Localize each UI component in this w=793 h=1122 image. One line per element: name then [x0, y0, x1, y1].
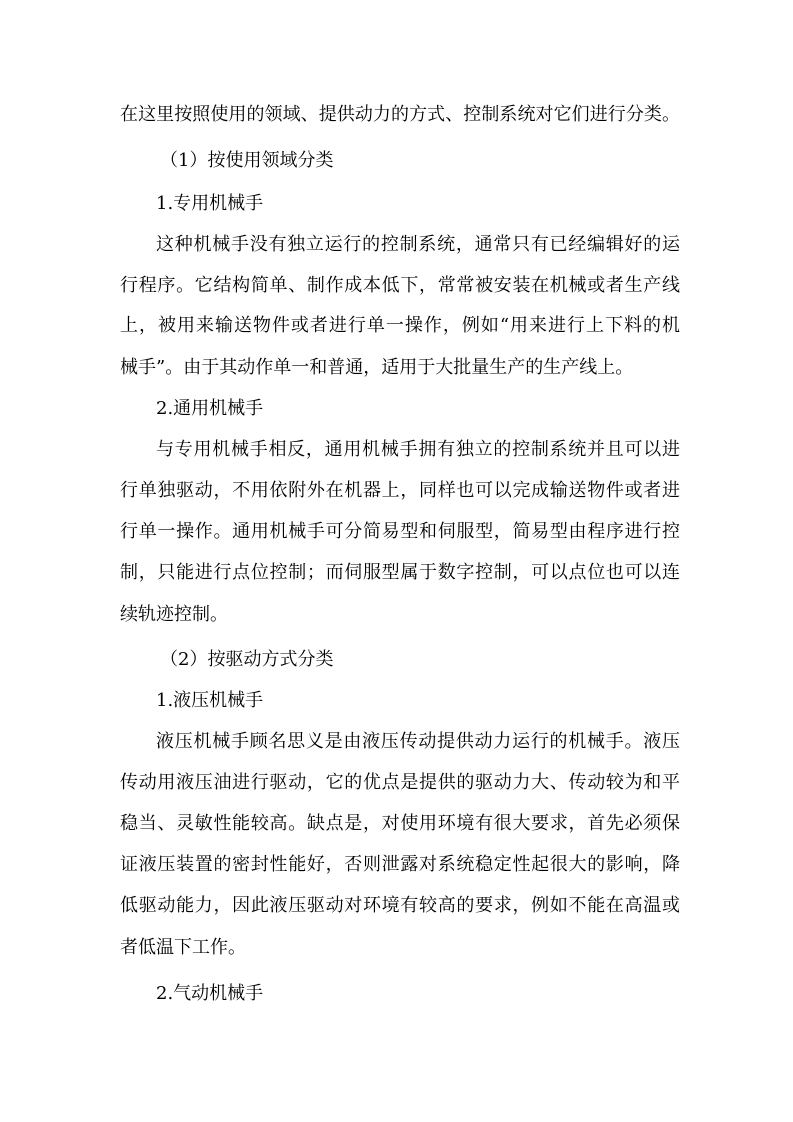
paragraph-line: 证液压装置的密封性能好，否则泄露对系统稳定性起很大的影响，降	[120, 854, 680, 875]
subsection-heading: 2.通用机械手	[156, 398, 264, 419]
paragraph-line: 行程序。它结构简单、制作成本低下，常常被安装在机械或者生产线	[120, 275, 680, 296]
paragraph-line: 与专用机械手相反，通用机械手拥有独立的控制系统并且可以进	[156, 439, 680, 460]
paragraph-line: 低驱动能力，因此液压驱动对环境有较高的要求，例如不能在高温或	[120, 895, 680, 916]
subsection-heading: 1.专用机械手	[156, 193, 264, 214]
paragraph-line: 行单一操作。通用机械手可分简易型和伺服型，简易型由程序进行控	[120, 521, 680, 542]
paragraph-line: 行单独驱动，不用依附外在机器上，同样也可以完成输送物件或者进	[120, 480, 680, 501]
paragraph-line: 这种机械手没有独立运行的控制系统，通常只有已经编辑好的运	[156, 234, 680, 255]
subsection-heading: 2.气动机械手	[156, 983, 264, 1004]
paragraph-line: 者低温下工作。	[120, 937, 246, 958]
paragraph-line: 械手”。由于其动作单一和普通，适用于大批量生产的生产线上。	[120, 357, 634, 378]
text-line: 在这里按照使用的领域、提供动力的方式、控制系统对它们进行分类。	[120, 104, 680, 125]
paragraph-line: 传动用液压油进行驱动，它的优点是提供的驱动力大、传动较为和平	[120, 772, 680, 793]
paragraph-line: 续轨迹控制。	[120, 604, 228, 625]
section-heading: （1）按使用领域分类	[160, 150, 334, 171]
paragraph-line: 液压机械手顾名思义是由液压传动提供动力运行的机械手。液压	[156, 731, 680, 752]
subsection-heading: 1.液压机械手	[156, 690, 264, 711]
paragraph-line: 制，只能进行点位控制；而伺服型属于数字控制，可以点位也可以连	[120, 562, 680, 583]
paragraph-line: 稳当、灵敏性能较高。缺点是，对使用环境有很大要求，首先必须保	[120, 813, 680, 834]
section-heading: （2）按驱动方式分类	[160, 649, 334, 670]
paragraph-line: 上，被用来输送物件或者进行单一操作，例如“用来进行上下料的机	[120, 315, 680, 336]
